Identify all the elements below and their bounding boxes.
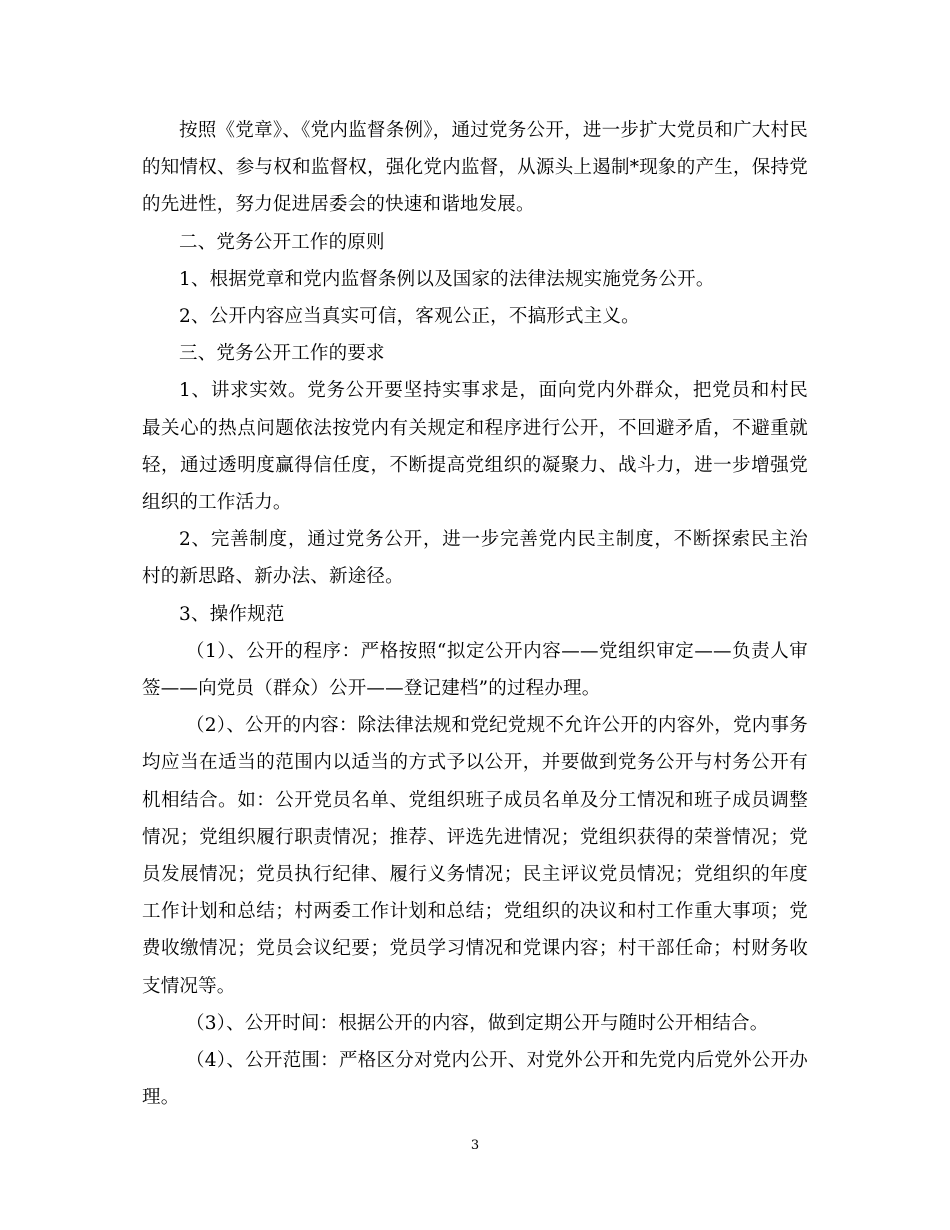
paragraph-principle-1: 1、根据党章和党内监督条例以及国家的法律法规实施党务公开。 bbox=[179, 268, 715, 290]
heading-requirements: 三、党务公开工作的要求 bbox=[179, 343, 385, 365]
paragraph-requirement-2: 2、完善制度，通过党务公开，进一步完善党内民主制度，不断探索民主治村的新思路、新办法、新途径。 bbox=[142, 529, 808, 588]
paragraph-principle-2: 2、公开内容应当真实可信，客观公正，不搞形式主义。 bbox=[179, 306, 640, 328]
paragraph-requirement-1: 1、讲求实效。党务公开要坚持实事求是，面向党内外群众，把党员和村民最关心的热点问题依法按党内有关规定和程序进行公开，不回避矛盾，不避重就轻，通过透明度赢得信任度，不断提高党组织的凝聚力、战斗力，进一步增强党组织的工作活力。 bbox=[142, 380, 808, 514]
paragraph-scope: （4）、公开范围：严格区分对党内公开、对党外公开和先党内后党外公开办理。 bbox=[142, 1050, 808, 1109]
paragraph-requirement-3: 3、操作规范 bbox=[179, 603, 285, 625]
document-body bbox=[142, 112, 808, 1116]
heading-principles: 二、党务公开工作的原则 bbox=[179, 231, 385, 253]
paragraph-content: （2）、公开的内容：除法律法规和党纪党规不允许公开的内容外，党内事务均应当在适当的范围内以适当的方式予以公开，并要做到党务公开与村务公开有机相结合。如：公开党员名单、党组织班子成员名单及分工情况和班子成员调整情况；党组织履行职责情况；推荐、评选先进情况；党组织获得的荣誉情况；党员发展情况；党员执行纪律、履行义务情况；民主评议党员情况；党组织的年度工作计划和总结；村两委工作计划和总结；党组织的决议和村工作重大事项；党费收缴情况；党员会议纪要；党员学习情况和党课内容；村干部任命；村财务收支情况等。 bbox=[142, 715, 808, 997]
page-number: 3 bbox=[470, 1138, 480, 1153]
paragraph-procedure: （1）、公开的程序：严格按照“拟定公开内容——党组织审定——负责人审签——向党员（群众）公开——登记建档”的过程办理。 bbox=[142, 640, 808, 700]
paragraph-timing: （3）、公开时间：根据公开的内容，做到定期公开与随时公开相结合。 bbox=[186, 1012, 769, 1034]
paragraph-intro: 按照《党章》、《党内监督条例》，通过党务公开，进一步扩大党员和广大村民的知情权、参与权和监督权，强化党内监督，从源头上遏制*现象的产生，保持党的先进性，努力促进居委会的快速和谐地发展。 bbox=[142, 120, 808, 216]
